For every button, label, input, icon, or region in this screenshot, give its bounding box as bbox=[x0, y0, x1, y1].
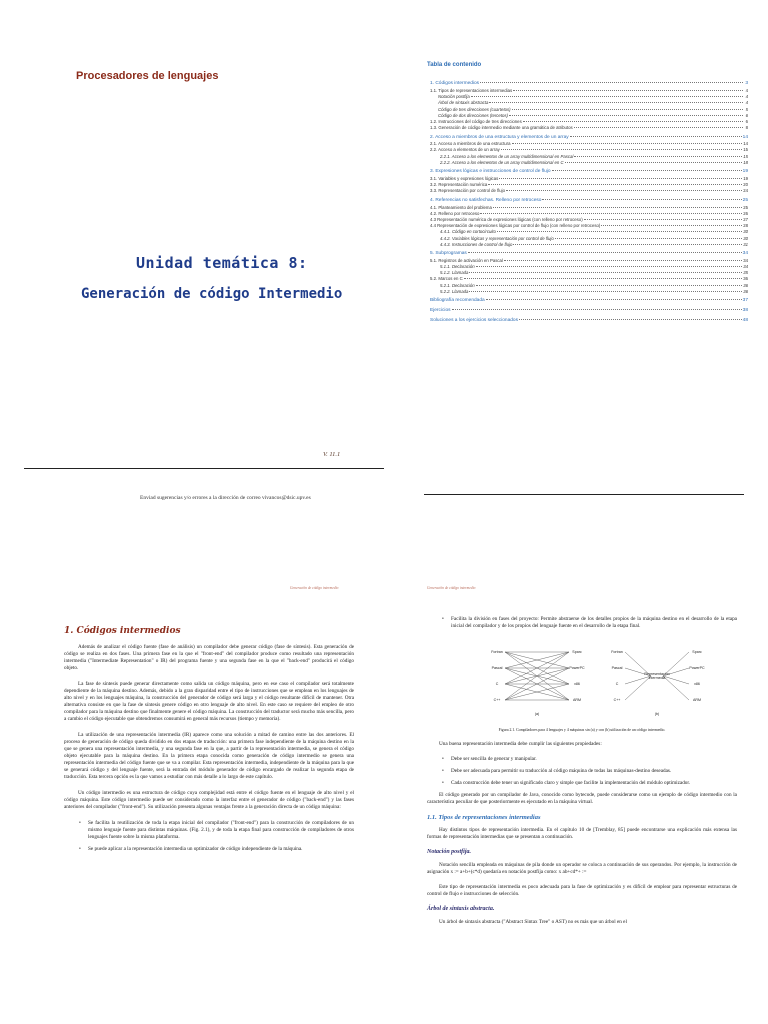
toc-entry-title: 5.1. Registros de activación en Pascal bbox=[430, 257, 503, 263]
list-item: • Debe ser sencilla de generar y manipular. bbox=[451, 756, 737, 763]
toc-page-number: 6 bbox=[745, 112, 748, 118]
toc-entry-title: 1.2. Instrucciones del código de tres direcciones bbox=[430, 118, 522, 124]
toc-entry-title: 2. Acceso a miembros de una estructura y elementos de un array bbox=[430, 134, 569, 140]
toc-entry-title: Código de dos direcciones (tercetos) bbox=[438, 112, 508, 118]
toc-page-number: 30 bbox=[743, 229, 748, 235]
toc-entry[interactable] bbox=[430, 81, 748, 88]
paragraph: Notación sencilla empleada en máquinas de pila donde un operador se coloca a continuación de sus operandos. Por ejemplo, la instrucción de asignación x := a+b+(c*d) quedaría en notación postfija como: x ab+cd*+ := bbox=[427, 862, 737, 875]
list-item: • Cada construcción debe tener un significado claro y simple que facilite la implementación del módulo optimizador. bbox=[451, 780, 737, 787]
toc-entry-title: 4.4 Representación de expresiones lógicas por control de flujo (con relleno por retroceso) bbox=[430, 223, 601, 229]
source-language-label: C bbox=[615, 682, 619, 686]
toc-leader-dots bbox=[469, 272, 742, 273]
properties-list bbox=[427, 756, 737, 787]
toc-leader-dots bbox=[468, 252, 742, 253]
toc-entry[interactable] bbox=[430, 289, 748, 295]
toc-entry-title: 4.2. Relleno por retroceso bbox=[430, 210, 480, 216]
ast-heading: Árbol de sintaxis abstracta. bbox=[427, 906, 495, 912]
toc-entry-title: Ejercicios bbox=[430, 308, 451, 314]
toc-page-number: 18 bbox=[743, 159, 748, 165]
toc-page-number: 36 bbox=[743, 288, 748, 294]
toc-entry-title: 4.3 Representación numérica de expresiones lógicas (con relleno por retroceso) bbox=[430, 216, 583, 222]
toc-leader-dots bbox=[512, 143, 743, 144]
toc-entry-title: 5.1.2. Llamada bbox=[440, 270, 469, 276]
toc-entry-title: 5.2.2. Llamada bbox=[440, 288, 469, 294]
toc-entry-title: Código de tres direcciones (cuartetos) bbox=[438, 106, 511, 112]
toc-leader-dots bbox=[501, 149, 742, 150]
toc-entry-title: 1.3. Generación de código intermedio mediante una gramática de atributos bbox=[430, 125, 573, 131]
target-machine-label: x86 bbox=[694, 682, 700, 686]
toc-leader-dots bbox=[476, 285, 743, 286]
paragraph: La utilización de una representación intermedia (IR) aparece como una solución a mitad de camino entre las dos anteriores. El proceso de generación de código queda dividido en dos etapas de traducción: una primera fase independiente de la máquina destino en la que se genera una representación intermedia, y una segunda fase en la que, a partir de la representación intermedia, se genera el código objeto ejecutable para la máquina destino. En la primera etapa conocida como generación de código intermedio se genera una representación intermedia del código fuente que se va a compilar. Esta representación intermedia, independiente de la máquina para la que se generará código y del lenguaje fuente, será la entrada del módulo generador de código encargado de realizar la segunda etapa de traducción. Esta tercera opción es la que vamos a estudiar con más detalle a lo largo de este capítulo. bbox=[64, 732, 354, 780]
toc-entry[interactable] bbox=[430, 242, 748, 248]
source-language-label: C bbox=[495, 682, 499, 686]
toc-leader-dots bbox=[452, 309, 742, 310]
connector-line bbox=[663, 676, 689, 684]
unit-label: Unidad temática 8: bbox=[136, 254, 308, 272]
list-item: • Se puede aplicar a la representación intermedia un optimizador de código independiente de la máquina. bbox=[88, 846, 354, 853]
toc-page-number: 4 bbox=[745, 100, 748, 106]
toc-entry[interactable] bbox=[430, 135, 748, 142]
compiler-diagram bbox=[427, 635, 727, 725]
toc-entry-title: 3. Expresiones lógicas e instrucciones de control de flujo bbox=[430, 169, 551, 175]
toc-page-number: 27 bbox=[743, 216, 748, 222]
toc-leader-dots bbox=[584, 219, 743, 220]
toc-page-number: 38 bbox=[742, 308, 748, 314]
toc-leader-dots bbox=[497, 231, 742, 232]
body-column bbox=[64, 644, 354, 858]
toc-entry-title: 4.4.1. Código en cortocircuito bbox=[440, 229, 496, 235]
toc-leader-dots bbox=[509, 115, 743, 116]
toc-leader-dots bbox=[574, 127, 743, 128]
target-machine-label: Sparc bbox=[692, 650, 702, 654]
toc-page-number: 37 bbox=[742, 298, 748, 304]
toc-entry-title: 4.4.3. Instrucciones de control de flujo bbox=[440, 241, 513, 247]
figure-caption: Figura 2.1. Compiladores para 4 lenguajes y 4 máquinas sin (a) y con (b) utilización de un código intermedio. bbox=[498, 728, 666, 732]
body-column bbox=[427, 616, 737, 934]
toc-entry-title: 1. Códigos intermedios bbox=[430, 81, 480, 87]
toc-leader-dots bbox=[601, 225, 742, 226]
target-machine-label: ARM bbox=[573, 698, 581, 702]
toc-page-number: 19 bbox=[743, 176, 748, 182]
toc-leader-dots bbox=[512, 109, 743, 110]
toc-leader-dots bbox=[493, 207, 742, 208]
toc-entry-title: 2.1. Acceso a miembros de una estructura bbox=[430, 141, 511, 147]
paragraph: Hay distintos tipos de representación intermedia. En el capítulo 10 de [Tremblay, 85] puede encontrarse una explicación más extensa las formas de representación intermedias que se presentan a continuación. bbox=[427, 827, 737, 840]
version-label: V. 11.1 bbox=[323, 451, 341, 458]
toc-entry-title: 4. Referencias no satisfechas. Relleno por retroceso bbox=[430, 197, 542, 203]
toc-page-number: 48 bbox=[742, 318, 748, 324]
toc-entry[interactable] bbox=[430, 308, 748, 315]
toc-entry-title: 5. Subprogramas bbox=[430, 251, 467, 257]
toc-entry-title: 4.4.2. Variables lógicas y representación por control de flujo bbox=[440, 235, 554, 241]
toc-page-number: 15 bbox=[743, 147, 748, 153]
figure-compilers bbox=[427, 635, 727, 725]
toc-entry[interactable] bbox=[430, 298, 748, 305]
toc-page-number: 35 bbox=[743, 270, 748, 276]
toc-entry-title: 3.1. Variables y expresiones lógicas bbox=[430, 176, 499, 182]
toc-page-number: 19 bbox=[742, 169, 748, 175]
toc-entry-title: 5.1.1. Declaración bbox=[440, 264, 475, 270]
toc-leader-dots bbox=[480, 82, 743, 83]
paragraph: Un código intermedio es una estructura de código cuya complejidad está entre el código fuente en el lenguaje de alto nivel y el código máquina. Este código intermedio puede ser considerado como la interfaz entre el generador de código ("back-end") y las fases anteriores del compilador ("front-end"). Su utilización presenta algunas ventajas frente a la generación directa de un código máquina: bbox=[64, 790, 354, 810]
toc-page-number: 25 bbox=[743, 204, 748, 210]
list-item: • Se facilita la reutilización de toda la etapa inicial del compilador ("front-end") para la construcción de compiladores de un mismo lenguaje fuente para distintas máquinas. (Fig. 2.1), y de toda la etapa final para construcción de compiladores de otros lenguajes fuente sobre la misma plataforma. bbox=[88, 820, 354, 841]
toc-entry[interactable] bbox=[430, 251, 748, 258]
paragraph: Un árbol de sintaxis abstracta ("Abstract Sintax Tree" o AST) no es más que un árbol en el bbox=[439, 919, 627, 925]
toc-leader-dots bbox=[506, 190, 742, 191]
toc-entry[interactable] bbox=[430, 169, 748, 176]
toc-leader-dots bbox=[476, 266, 743, 267]
toc-leader-dots bbox=[504, 260, 742, 261]
figure-label-a: (a) bbox=[534, 712, 540, 716]
toc-entry[interactable] bbox=[430, 318, 748, 325]
running-header: Generación de código intermedio bbox=[427, 586, 476, 590]
toc-entry[interactable] bbox=[430, 160, 748, 166]
source-language-label: C++ bbox=[493, 698, 501, 702]
target-machine-label: ARM bbox=[693, 698, 701, 702]
toc-entry-title: 3.3. Representación por control de flujo bbox=[430, 188, 506, 194]
toc-leader-dots bbox=[513, 244, 742, 245]
content-page-1 bbox=[0, 580, 384, 1024]
running-header: Generación de código intermedio bbox=[290, 586, 339, 590]
toc-page-number: 28 bbox=[743, 223, 748, 229]
toc-entry[interactable] bbox=[430, 188, 748, 194]
paragraph: La fase de síntesis puede generar directamente como salida un código máquina, pero en ese caso el compilador será totalmente dependiente de la máquina destino. Además, debido a la gran disparidad entre el tipo de instrucciones que se emplean en los lenguajes de alto nivel y en los lenguajes máquina, la construcción del generador de código será larga y el código resultante difícil de mantener. Otra alternativa consiste en que la fase de síntesis genere código en otro lenguaje de alto nivel. En este caso se requiere del empleo de otro compilador para la máquina destino que finalmente genere el código máquina. La construcción del traductor será mucho más sencilla, pero a cambio el código ejecutable que obtendremos consumirá en general más recursos (tiempo y memoria). bbox=[64, 681, 354, 722]
toc-page-number: 36 bbox=[743, 276, 748, 282]
toc-page-number: 25 bbox=[742, 197, 748, 203]
toc-page bbox=[384, 0, 768, 570]
paragraph: Este tipo de representación intermedia es poco adecuada para la fase de optimización y es difícil de emplear para representar estructuras de control de flujo e instrucciones de selección. bbox=[427, 884, 737, 897]
toc-page-number: 14 bbox=[742, 134, 748, 140]
toc-leader-dots bbox=[469, 291, 742, 292]
advantages-list-cont bbox=[427, 616, 737, 630]
connector-line bbox=[625, 676, 651, 684]
toc-list bbox=[430, 78, 748, 325]
toc-leader-dots bbox=[486, 299, 742, 300]
toc-entry-title: 4.1. Planteamiento del problema bbox=[430, 204, 492, 210]
toc-page-number: 34 bbox=[742, 251, 748, 257]
toc-entry-title: 3.2. Representación numérica bbox=[430, 182, 488, 188]
intermediate-label: Representación bbox=[644, 672, 670, 676]
toc-leader-dots bbox=[489, 102, 743, 103]
toc-heading: Tabla de contenido bbox=[427, 62, 482, 68]
source-language-label: Pascal bbox=[611, 666, 623, 670]
contact-note: Enviad sugerencias y/o errores a la dirección de correo vivancos@dsic.upv.es bbox=[140, 495, 311, 501]
course-header: Procesadores de lenguajes bbox=[76, 70, 219, 82]
paragraph: El código generado por un compilador de Java, conocido como bytecode, puede considerarse como un ejemplo de código intermedio con la característica peculiar de que posteriormente es ejecutado en la máquina virtual. bbox=[427, 792, 737, 805]
toc-leader-dots bbox=[570, 136, 742, 137]
toc-page-number: 20 bbox=[743, 182, 748, 188]
toc-leader-dots bbox=[480, 213, 742, 214]
toc-page-number: 34 bbox=[743, 264, 748, 270]
toc-entry[interactable] bbox=[430, 198, 748, 205]
source-language-label: Fortran bbox=[491, 650, 503, 654]
advantages-list bbox=[64, 820, 354, 853]
toc-page-number: 15 bbox=[743, 153, 748, 159]
toc-page-number: 30 bbox=[743, 235, 748, 241]
toc-page-number: 26 bbox=[743, 210, 748, 216]
document-title: Generación de código Intermedio bbox=[81, 286, 343, 302]
toc-page-number: 36 bbox=[743, 282, 748, 288]
toc-entry-title: Soluciones a los ejercicios seleccionados bbox=[430, 318, 518, 324]
notation-heading: Notación postfija. bbox=[427, 849, 472, 855]
toc-entry-title: Árbol de sintaxis abstracta bbox=[438, 100, 489, 106]
paragraph: Una buena representación intermedia debe cumplir las siguientes propiedades: bbox=[439, 741, 602, 747]
toc-page-number: 34 bbox=[743, 257, 748, 263]
figure-label-b: (b) bbox=[654, 712, 660, 716]
toc-entry-title: 2.2. Acceso a elementos de un array bbox=[430, 147, 500, 153]
section-heading: 1. Códigos intermedios bbox=[64, 626, 181, 636]
list-item: • Facilita la división en fases del proyecto: Permite abstraerse de los detalles propios de la máquina destino en el desarrollo de la etapa inicial del compilador y de los propios del lenguaje fuente en el desarrollo de la etapa final. bbox=[451, 616, 737, 630]
toc-page-number: 6 bbox=[745, 118, 748, 124]
cover-page bbox=[0, 0, 384, 570]
toc-page-number: 3 bbox=[745, 81, 748, 87]
intermediate-label: intermedia bbox=[648, 676, 666, 680]
toc-leader-dots bbox=[565, 162, 743, 163]
toc-entry-title: Bibliografía recomendada bbox=[430, 298, 485, 304]
toc-page-number: 31 bbox=[743, 241, 748, 247]
toc-leader-dots bbox=[574, 156, 742, 157]
toc-leader-dots bbox=[552, 170, 742, 171]
toc-leader-dots bbox=[555, 238, 742, 239]
toc-entry-title: 2.2.1. Acceso a los elementos de un array multidimensional en Pascal bbox=[440, 153, 574, 159]
toc-page-number: 4 bbox=[745, 94, 748, 100]
toc-leader-dots bbox=[471, 96, 743, 97]
paragraph: Además de analizar el código fuente (fase de análisis) un compilador debe generar código (fase de síntesis). Esta generación de código se realiza en dos fases. Una primera fase en la que el "front-end" del compilador produce como resultado una representación intermedia ("Intermediate Representation" o IR) del programa fuente y una segunda fase en la que el "back-end" producirá el código objeto. bbox=[64, 644, 354, 671]
toc-leader-dots bbox=[519, 319, 742, 320]
toc-entry-title: Notación postfija bbox=[438, 94, 470, 100]
toc-leader-dots bbox=[542, 199, 741, 200]
divider bbox=[424, 494, 744, 495]
toc-leader-dots bbox=[488, 184, 742, 185]
target-machine-label: x86 bbox=[574, 682, 580, 686]
target-machine-label: Sparc bbox=[572, 650, 582, 654]
toc-entry-title: 5.2.1. Declaración bbox=[440, 282, 475, 288]
toc-leader-dots bbox=[513, 90, 743, 91]
source-language-label: Pascal bbox=[491, 666, 503, 670]
subsection-heading: 1.1. Tipos de representaciones intermedias bbox=[427, 814, 541, 821]
source-language-label: Fortran bbox=[611, 650, 623, 654]
content-page-2 bbox=[384, 580, 768, 1024]
list-item: • Debe ser adecuada para permitir su traducción al código máquina de todas las máquinas-destino deseadas. bbox=[451, 768, 737, 775]
connector-line bbox=[625, 676, 651, 700]
toc-entry-title: 5.2. Marcos en C bbox=[430, 276, 463, 282]
toc-page-number: 5 bbox=[745, 106, 748, 112]
toc-entry-title: 1.1. Tipos de representaciones intermedias bbox=[430, 87, 513, 93]
connector-line bbox=[663, 676, 689, 700]
toc-page-number: 8 bbox=[745, 125, 748, 131]
toc-entry[interactable] bbox=[430, 125, 748, 131]
toc-leader-dots bbox=[464, 278, 743, 279]
target-machine-label: PowerPC bbox=[569, 666, 585, 670]
toc-entry-title: 2.2.2. Acceso a los elementos de un array multidimensional en C bbox=[440, 159, 564, 165]
target-machine-label: PowerPC bbox=[689, 666, 705, 670]
source-language-label: C++ bbox=[613, 698, 621, 702]
toc-leader-dots bbox=[499, 178, 742, 179]
divider bbox=[24, 468, 384, 469]
toc-page-number: 4 bbox=[745, 87, 748, 93]
toc-page-number: 14 bbox=[743, 141, 748, 147]
toc-page-number: 24 bbox=[743, 188, 748, 194]
toc-leader-dots bbox=[523, 121, 743, 122]
